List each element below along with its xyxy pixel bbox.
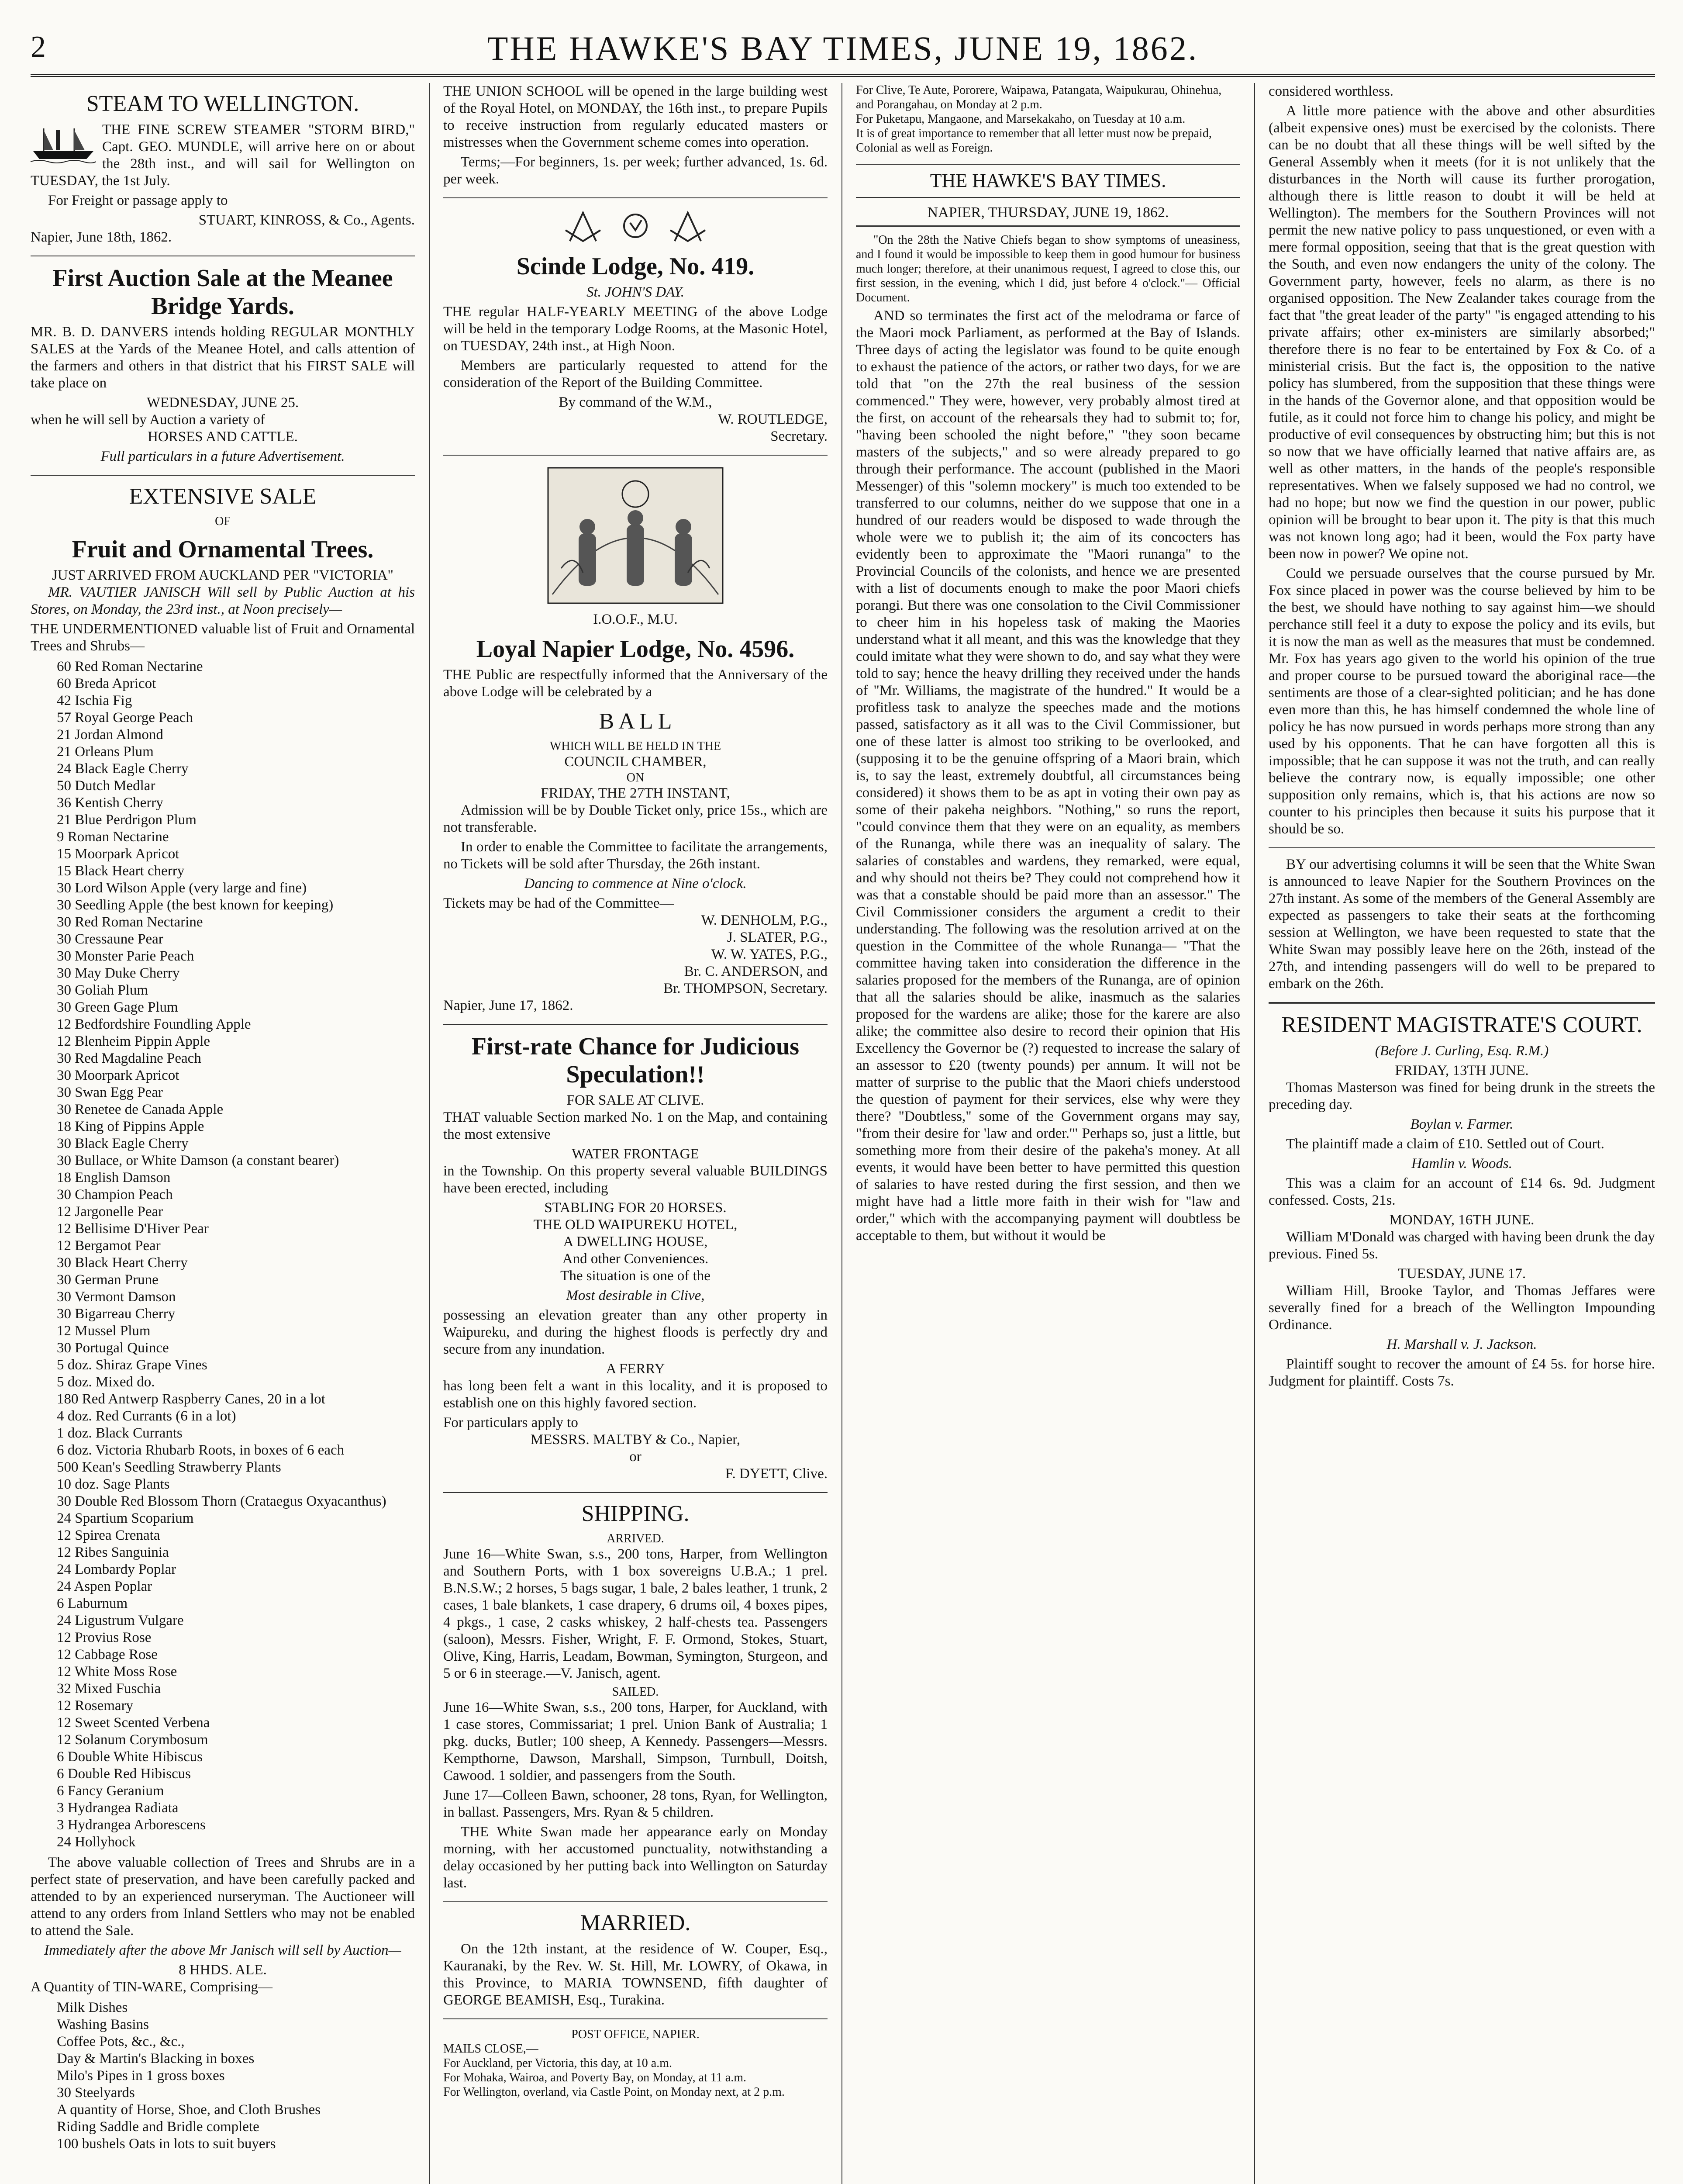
list-item: 12 Provius Rose	[57, 1630, 152, 1645]
trees-tinware: A Quantity of TIN-WARE, Comprising—	[31, 1979, 272, 1995]
shipping-heading: SHIPPING.	[581, 1501, 690, 1526]
list-item: 15 Black Heart cherry	[57, 863, 185, 879]
speculation-sale: FOR SALE AT CLIVE.	[566, 1092, 704, 1108]
list-item: A quantity of Horse, Shoe, and Cloth Brushes	[57, 2102, 321, 2118]
trees-sale-notice	[31, 484, 415, 2153]
list-item: 30 Champion Peach	[57, 1187, 173, 1203]
list-item: 3 Hydrangea Arborescens	[57, 1817, 206, 1833]
speculation-agent2: F. DYETT, Clive.	[725, 1466, 828, 1482]
list-item: 30 Double Red Blossom Thorn (Crataegus Oxyacanthus)	[57, 1493, 386, 1509]
court-case-title: H. Marshall v. J. Jackson.	[1386, 1337, 1537, 1352]
steam-notice	[31, 91, 415, 246]
list-item: 12 Bedfordshire Foundling Apple	[57, 1016, 251, 1032]
court-case: This was a claim for an account of £14 6s. 9d. Judgment confessed. Costs, 21s.	[1269, 1175, 1655, 1208]
speculation-stabling: STABLING FOR 20 HORSES.	[544, 1200, 727, 1216]
editorial-paragraph: Could we persuade ourselves that the course pursued by Mr. Fox since placed in power was the course believed by him to be the best, we should have nothing to say against him—we should perchance still feel it a duty to expose the policy and its evils, but it is now the man as well as the measures that must be condemned. Mr. Fox has years ago given to the world his opinion of the true and proper course to be pursued toward the aboriginal race—the sentiments are those of a clear-sighted politician; and he has done even more than this, he has himself condemned the whole line of policy he has now pursued in words perhaps more strong than any used by his opponents. That he can have forgotten all this is impossible; that he can suppose it was not the truth, and can really believe the contrary now, is equally impossible; one other supposition only remains, which is, that his actions are now so counter to his principles then because it suits his purpose that it should be so.	[1269, 566, 1655, 837]
loyal-heading: Loyal Napier Lodge, No. 4596.	[476, 636, 795, 663]
list-item: 12 Bergamot Pear	[57, 1238, 161, 1254]
list-item: 30 Black Eagle Cherry	[57, 1136, 189, 1151]
list-item: 12 Mussel Plum	[57, 1323, 151, 1339]
list-item: 6 Fancy Geranium	[57, 1783, 164, 1799]
post-office-mails: MAILS CLOSE,—	[443, 2042, 538, 2056]
list-item: 30 Goliah Plum	[57, 982, 148, 998]
list-item: 42 Ischia Fig	[57, 693, 132, 708]
list-item: 500 Kean's Seedling Strawberry Plants	[57, 1459, 281, 1475]
committee-member: W. DENHOLM, P.G.,	[701, 912, 828, 928]
court-case: The plaintiff made a claim of £10. Settled out of Court.	[1286, 1136, 1604, 1152]
post-office-notice	[443, 2027, 828, 2099]
list-item: 6 Double White Hibiscus	[57, 1749, 203, 1765]
trees-auctioneer: MR. VAUTIER JANISCH Will sell by Public Auction at his Stores, on Monday, the 23rd inst., at Noon precisely—	[31, 584, 415, 617]
ioof-label: I.O.O.F., M.U.	[593, 612, 678, 627]
list-item: 100 bushels Oats in lots to suit buyers	[57, 2136, 276, 2152]
list-item: 6 Double Red Hibiscus	[57, 1766, 191, 1782]
loyal-ball: B A L L	[599, 709, 672, 734]
union-school-terms: Terms;—For beginners, 1s. per week; further advanced, 1s. 6d. per week.	[443, 154, 828, 187]
masthead	[31, 26, 1655, 77]
court-report	[1269, 1012, 1655, 1390]
list-item: Washing Basins	[57, 2017, 149, 2032]
court-day: FRIDAY, 13TH JUNE.	[1395, 1063, 1529, 1078]
list-item: 30 Portugal Quince	[57, 1340, 169, 1356]
court-day: TUESDAY, JUNE 17.	[1397, 1266, 1526, 1282]
scinde-by: By command of the W.M.,	[559, 394, 712, 410]
court-case-title: Boylan v. Farmer.	[1410, 1116, 1514, 1132]
divider	[443, 1492, 828, 1493]
list-item: Milk Dishes	[57, 2000, 128, 2015]
shipping-sailed-text2: June 17—Colleen Bawn, schooner, 28 tons, Ryan, for Wellington, in ballast. Passengers, Mrs. Ryan & 5 children.	[443, 1787, 828, 1820]
court-case: Thomas Masterson was fined for being drunk in the streets the preceding day.	[1269, 1080, 1655, 1113]
trees-ale: 8 HHDS. ALE.	[179, 1962, 267, 1978]
list-item: 12 Sweet Scented Verbena	[57, 1715, 210, 1731]
list-item: 180 Red Antwerp Raspberry Canes, 20 in a lot	[57, 1391, 325, 1407]
list-item: 30 German Prune	[57, 1272, 159, 1288]
column-2	[443, 83, 828, 2184]
loyal-tickets: Tickets may be had of the Committee—	[443, 895, 674, 911]
list-item: 18 King of Pippins Apple	[57, 1119, 204, 1134]
list-item: 30 Bigarreau Cherry	[57, 1306, 176, 1322]
shipping-sailed-text: June 16—White Swan, s.s., 200 tons, Harper, for Auckland, with 1 case stores, Commissariat; 1 prel. Union Bank of Australia; 1 pkg. ducks, Butler; 100 sheep, A Kennedy. Passengers—Messrs. Kempthorne, Dawson, Marshall, Simpson, Turnbull, Doitsh, Cawood. 1 soldier, and passengers from the South.	[443, 1700, 828, 1783]
list-item: 12 Jargonelle Pear	[57, 1204, 163, 1220]
list-item: Riding Saddle and Bridle complete	[57, 2119, 259, 2135]
list-item: 5 doz. Mixed do.	[57, 1374, 155, 1390]
editorial-dateline: NAPIER, THURSDAY, JUNE 19, 1862.	[856, 204, 1240, 227]
loyal-order: In order to enable the Committee to facilitate the arrangements, no Tickets will be sold after Thursday, the 26th instant.	[443, 839, 828, 872]
meanee-sale-notice	[31, 264, 415, 465]
list-item: 15 Moorpark Apricot	[57, 846, 179, 862]
mail-line: For Mohaka, Wairoa, and Poverty Bay, on Monday, at 11 a.m.	[443, 2071, 746, 2084]
mail-line: For Clive, Te Aute, Pororere, Waipawa, Patangata, Waipukurau, Ohinehua, and Porangahau, on Monday at 2 p.m.	[856, 83, 1222, 111]
column-divider	[429, 83, 430, 2184]
list-item: 12 Rosemary	[57, 1698, 134, 1714]
editorial-paragraph: BY our advertising columns it will be seen that the White Swan is announced to leave Napier for the Southern Provinces on the 27th instant. As some of the members of the General Assembly are expected as passengers to take their seats at the forthcoming session at Wellington, we have been requested to state that the White Swan may possibly leave here on the 26th, instead of the 27th, and intending passengers will do well to be prepared to embark on the 26th.	[1269, 857, 1655, 992]
list-item: 30 Cressaune Pear	[57, 931, 163, 947]
list-item: 60 Breda Apricot	[57, 676, 156, 691]
scinde-secretary-title: Secretary.	[770, 429, 828, 444]
list-item: 6 Laburnum	[57, 1596, 128, 1611]
list-item: 12 Spirea Crenata	[57, 1527, 160, 1543]
list-item: 9 Roman Nectarine	[57, 829, 169, 845]
scinde-body: THE regular HALF-YEARLY MEETING of the above Lodge will be held in the temporary Lodge Rooms, at the Masonic Hotel, on TUESDAY, 24th inst., at High Noon.	[443, 304, 828, 354]
divider	[443, 197, 828, 198]
meanee-footer: Full particulars in a future Advertisement.	[100, 449, 345, 464]
list-item: 30 May Duke Cherry	[57, 965, 180, 981]
loyal-on: ON	[626, 771, 645, 784]
post-office-heading: POST OFFICE, NAPIER.	[571, 2028, 700, 2041]
speculation-or: or	[629, 1449, 641, 1465]
trees-arrived: JUST ARRIVED FROM AUCKLAND PER "VICTORIA"	[52, 567, 394, 583]
speculation-body: THAT valuable Section marked No. 1 on the Map, and containing the most extensive	[443, 1109, 828, 1142]
loyal-dancing: Dancing to commence at Nine o'clock.	[524, 876, 747, 892]
column-divider	[1254, 83, 1255, 2184]
loyal-date-line: Napier, June 17, 1862.	[443, 998, 573, 1013]
mail-line: For Puketapu, Mangaone, and Marsekakaho, on Tuesday at 10 a.m.	[856, 112, 1186, 126]
column-1	[31, 83, 415, 2184]
speculation-situation: The situation is one of the	[560, 1268, 710, 1284]
speculation-notice	[443, 1033, 828, 1482]
divider	[1269, 1002, 1655, 1004]
meanee-date: WEDNESDAY, JUNE 25.	[146, 395, 299, 411]
speculation-frontage: WATER FRONTAGE	[572, 1146, 699, 1162]
oddfellows-engraving-icon	[544, 463, 727, 608]
meanee-goods: HORSES AND CATTLE.	[148, 429, 298, 445]
list-item: 30 Bullace, or White Damson (a constant bearer)	[57, 1153, 339, 1168]
speculation-heading: First-rate Chance for Judicious Speculation!!	[471, 1033, 800, 1088]
divider	[443, 1901, 828, 1902]
speculation-apply: For particulars apply to	[443, 1415, 578, 1431]
court-before: (Before J. Curling, Esq. R.M.)	[1375, 1043, 1549, 1059]
divider	[31, 475, 415, 476]
court-case: William M'Donald was charged with having been drunk the day previous. Fined 5s.	[1269, 1229, 1655, 1262]
meanee-body: MR. B. D. DANVERS intends holding REGULAR MONTHLY SALES at the Yards of the Meanee Hotel, and calls attention of the farmers and others in that district that his FIRST SALE will take place on	[31, 324, 415, 391]
masonic-emblem-icon	[557, 206, 714, 245]
list-item: 30 Vermont Damson	[57, 1289, 176, 1305]
trees-after: Immediately after the above Mr Janisch will sell by Auction—	[44, 1942, 401, 1958]
trees-intro: THE UNDERMENTIONED valuable list of Fruit and Ornamental Trees and Shrubs—	[31, 621, 415, 654]
list-item: 60 Red Roman Nectarine	[57, 659, 203, 674]
loyal-lodge-notice	[443, 463, 828, 1014]
steamship-icon	[31, 124, 96, 168]
trees-note: The above valuable collection of Trees and Shrubs are in a perfect state of preservation, and have been carefully packed and attended to by an experienced nurseryman. The Auctioneer will attend to any orders from Inland Settlers who may not be enabled to attend the Sale.	[31, 1855, 415, 1939]
steam-heading: STEAM TO WELLINGTON.	[86, 91, 359, 116]
list-item: 24 Lombardy Poplar	[57, 1562, 176, 1577]
list-item: 30 Seedling Apple (the best known for keeping)	[57, 897, 334, 913]
shipping-arrived-label: ARRIVED.	[607, 1532, 664, 1545]
loyal-admission: Admission will be by Double Ticket only, price 15s., which are not transferable.	[443, 802, 828, 835]
list-item: 30 Red Magdaline Peach	[57, 1051, 201, 1066]
column-3	[856, 83, 1240, 2184]
scinde-heading: Scinde Lodge, No. 419.	[516, 253, 755, 280]
court-case: William Hill, Brooke Taylor, and Thomas Jeffares were severally fined for a breach of the Wellington Impounding Ordinance.	[1269, 1283, 1655, 1333]
speculation-conveniences: And other Conveniences.	[562, 1251, 709, 1267]
shipping-arrived-text: June 16—White Swan, s.s., 200 tons, Harper, from Wellington and Southern Ports, with 1 box sovereigns U.B.A.; 1 prel. B.N.S.W.; 2 horses, 5 bags sugar, 1 bale, 2 bales leather, 1 trunk, 2 cases, 1 bale blankets, 1 case drapery, 6 drums oil, 4 boxes pipes, 4 pkgs., 1 case, 2 casks whiskey, 2 half-chests tea. Passengers (saloon), Messrs. Fisher, Wright, F. F. Ormond, Stokes, Stuart, Olive, King, Harris, Leadam, Bowman, Symington, Sturgeon, and 5 or 6 in steerage.—V. Janisch, agent.	[443, 1546, 828, 1681]
speculation-desirable: Most desirable in Clive,	[566, 1288, 705, 1303]
list-item: Day & Martin's Blacking in boxes	[57, 2051, 255, 2067]
loyal-date: FRIDAY, THE 27TH INSTANT,	[541, 785, 730, 801]
post-office-note: It is of great importance to remember that all letter must now be prepaid, Colonial as well as Foreign.	[856, 127, 1212, 155]
column-4	[1269, 83, 1655, 2184]
loyal-body: THE Public are respectfully informed that the Anniversary of the above Lodge will be celebrated by a	[443, 667, 828, 700]
divider	[443, 455, 828, 456]
list-item: 5 doz. Shiraz Grape Vines	[57, 1357, 207, 1373]
list-item: 50 Dutch Medlar	[57, 778, 155, 794]
editorial-heading: THE HAWKE'S BAY TIMES.	[856, 164, 1240, 198]
divider	[443, 2018, 828, 2019]
list-item: 24 Spartium Scoparium	[57, 1510, 194, 1526]
shipping-section	[443, 1501, 828, 1892]
list-item: 4 doz. Red Currants (6 in a lot)	[57, 1408, 236, 1424]
speculation-body4: has long been felt a want in this locality, and it is proposed to establish one on this highly favored section.	[443, 1378, 828, 1411]
mail-line: For Wellington, overland, via Castle Point, on Monday next, at 2 p.m.	[443, 2085, 785, 2099]
scinde-secretary: W. ROUTLEDGE,	[718, 411, 828, 427]
speculation-hotel: THE OLD WAIPUREKU HOTEL,	[533, 1217, 738, 1233]
shipping-note: THE White Swan made her appearance early on Monday morning, with her accustomed punctuality, notwithstanding a delay occasioned by her putting back into Wellington on Saturday last.	[443, 1824, 828, 1891]
meanee-heading: First Auction Sale at the Meanee Bridge Yards.	[52, 265, 393, 320]
trees-heading: EXTENSIVE SALE	[129, 484, 317, 509]
steam-date: Napier, June 18th, 1862.	[31, 229, 172, 245]
list-item: 21 Blue Perdrigon Plum	[57, 812, 197, 828]
married-body: On the 12th instant, at the residence of W. Couper, Esq., Kauranaki, by the Rev. W. St. Hill, Mr. LOWRY, of Okawa, in this Province, to MARIA TOWNSEND, fifth daughter of GEORGE BEAMISH, Esq., Turakina.	[443, 1941, 828, 2008]
meanee-line: when he will sell by Auction a variety of	[31, 412, 266, 428]
court-case-title: Hamlin v. Woods.	[1411, 1156, 1512, 1171]
steam-body: THE FINE SCREW STEAMER "STORM BIRD," Capt. GEO. MUNDLE, will arrive here on or about the 28th inst., and will sail for Wellington on TUESDAY, the 1st July.	[31, 122, 415, 189]
list-item: 12 Bellisime D'Hiver Pear	[57, 1221, 209, 1237]
loyal-place: COUNCIL CHAMBER,	[564, 754, 707, 770]
editorial-paragraph: A little more patience with the above and other absurdities (albeit expensive ones) must be exercised by the colonists. There can be no doubt that all these things will be well sifted by the General Assembly when it meets (for it is not unlikely that the disturbances in the North will cause its further prorogation, although there is little reason to doubt it will be held at Wellington). The members for the Southern Provinces will not permit the new native policy to pass unquestioned, or even with a mere formal opposition, seeing that that is the great question with the South, and even now endangers the unity of the colony. The Government party, however, feels no alarm, as there is no organised opposition. The New Zealander takes courage from the fact that "the great leader of the party" "is engaged attending to his private affairs; other ex-ministers are similarly absorbed;" therefore there is no fear to be entertained by Fox & Co. of a ministerial crisis. But the fact is, the opposition to the native policy has slumbered, from the supposition that these things were in the hands of the Governor alone, and that opposition would be futile, as it could not force him to change his policy, and might be productive of evil consequences by obstructing him; but this is not so now that we have officially learned that native affairs are, as well as other matters, in the hands of the people's responsible representatives. When we falsely supposed we had no control, we had no hope; but now we find the question in our power, public opinion will be brought to bear upon it. The pity is that this much was not known long ago; had it been, would the Fox party have been now in power? We opine not.	[1269, 103, 1655, 562]
list-item: 57 Royal George Peach	[57, 710, 193, 726]
list-item: 24 Ligustrum Vulgare	[57, 1613, 184, 1628]
list-item: 30 Green Gage Plum	[57, 999, 178, 1015]
loyal-held: WHICH WILL BE HELD IN THE	[549, 740, 721, 753]
list-item: 24 Black Eagle Cherry	[57, 761, 189, 777]
trees-of: OF	[215, 515, 231, 528]
court-day: MONDAY, 16TH JUNE.	[1389, 1212, 1535, 1228]
editorial-paragraph: AND so terminates the first act of the melodrama or farce of the Maori mock Parliament, as performed at the Bay of Islands. Three days of acting the legislator was found to be quite enough to exhaust the patience of the actors, or rather two days, for we are told that "on the 27th the real business of the session commenced." They were, however, very probably almost tired at the first, on account of the rehearsals they had to submit to; for, "having been schooled the night before," "they soon became masters of the subjects," and so were already prepared to go through their performance. The account (published in the Maori Messenger) of this "solemn mockery" is much too extended to be transferred to our columns, neither do we suppose that one in a hundred of our readers would be disposed to wade through the whole were we to publish it; the aim of its concocters has evidently been to approximate the "Maori runanga" to the Provincial Councils of the colonists, and hence we are presented with a list of documents enough to make the poor Maori chiefs porangi. But there was one consolation to the Civil Commissioner to cheer him in his hopeless task of making the Maories understand what it all meant, and this was the knowledge that they could imitate what they were shown to do, and say what they were told to say; hence the heavy drilling they received under the hands of "Mr. Williams, the magistrate of the hundred." It would be a profitless task to analyze the speeches made and the motions passed, satisfactory as it all was to the Civil Commissioner, but one of these latter is almost too striking to be overlooked, and (supposing it to be the genuine offspring of a Maori brain, which is, to say the least, extremely doubtful, all circumstances being considered) it shows them to be as apt in voting their own pay as some of their pakeha neighbors. "Nothing," so runs the report, "could convince them that they were on an equality, as members of the Runanga, while there was an inequality of salary. The salaries of constables and wardens, they remarked, were equal, and why should not theirs be? They could not comprehend how it was that a constable should be paid more than an assessor." The Civil Commissioner considers the argument a credit to their understanding. The following was the resolution arrived at on the question in the Committee of the whole Runanga— "That the committee having taken into consideration the difference in the salaries proposed for the members of the Runanga, are of opinion that all the salaries should be alike, inasmuch as the salaries proposed for the wardens are alike; those for the karere are also alike; the committee also desire to record their opinion that His Excellency the Governor be (?) requested to increase the salary of an assessor to £20 (twenty pounds) per annum. It will not be matter of surprise to the public that the Maori chiefs understood the question of payment for their services, else why were they there? "Doubtless," some of the Government organs may say, "from their desire for 'law and order.'" Perhaps so, just a little, but something more from their desire of the pakeha's money. At all events, it would have been better to have permitted this question of salaries to have rested during the first session, and then we might have had a little more faith in their wish for "law and order," which with the accompanying payment will doubtless be acceptable to them, but without it would be	[856, 308, 1240, 1244]
list-item: 12 Ribes Sanguinia	[57, 1545, 169, 1560]
speculation-house: A DWELLING HOUSE,	[563, 1234, 708, 1250]
list-item: 32 Mixed Fuschia	[57, 1681, 161, 1697]
list-item: 21 Jordan Almond	[57, 727, 163, 743]
list-item: 30 Lord Wilson Apple (very large and fine)	[57, 880, 307, 896]
list-item: 30 Steelyards	[57, 2085, 135, 2101]
list-item: 24 Hollyhock	[57, 1834, 136, 1850]
trees-list	[57, 658, 415, 1851]
list-item: 12 Cabbage Rose	[57, 1647, 158, 1662]
list-item: 36 Kentish Cherry	[57, 795, 163, 811]
speculation-ferry: A FERRY	[606, 1361, 665, 1377]
list-item: 30 Renetee de Canada Apple	[57, 1102, 224, 1117]
list-item: 24 Aspen Poplar	[57, 1579, 152, 1594]
post-office-continued	[856, 83, 1240, 155]
speculation-body3: possessing an elevation greater than any other property in Waipureku, and during the highest floods is perfectly dry and secure from any inundation.	[443, 1307, 828, 1357]
list-item: 12 Blenheim Pippin Apple	[57, 1033, 210, 1049]
list-item: Milo's Pipes in 1 gross boxes	[57, 2068, 225, 2084]
scinde-lodge-notice	[443, 206, 828, 445]
list-item: 1 doz. Black Currants	[57, 1425, 183, 1441]
list-item: 18 English Damson	[57, 1170, 171, 1185]
list-item: 21 Orleans Plum	[57, 744, 154, 760]
steam-agent: STUART, KINROSS, & Co., Agents.	[198, 212, 415, 228]
trees-subheading: Fruit and Ornamental Trees.	[72, 536, 374, 563]
married-heading: MARRIED.	[580, 1911, 691, 1935]
list-item: 3 Hydrangea Radiata	[57, 1800, 179, 1816]
court-case: Plaintiff sought to recover the amount of £4 5s. for horse hire. Judgment for plaintiff. Costs 7s.	[1269, 1356, 1655, 1389]
steam-freight: For Freight or passage apply to	[48, 193, 228, 208]
committee-member: Br. THOMPSON, Secretary.	[663, 981, 828, 996]
speculation-body2: in the Township. On this property several valuable BUILDINGS have been erected, including	[443, 1163, 828, 1196]
union-school-notice	[443, 83, 828, 188]
divider	[443, 1024, 828, 1025]
union-school-body: THE UNION SCHOOL will be opened in the large building west of the Royal Hotel, on MONDAY, the 16th inst., to prepare Pupils to receive instruction from regularly educated masters or mistresses when the Government scheme comes into operation.	[443, 83, 828, 150]
committee-member: J. SLATER, P.G.,	[727, 930, 828, 945]
list-item: 30 Moorpark Apricot	[57, 1068, 179, 1083]
list-item: 10 doz. Sage Plants	[57, 1476, 170, 1492]
list-item: Coffee Pots, &c., &c.,	[57, 2034, 185, 2049]
scinde-subheading: St. JOHN'S DAY.	[586, 284, 685, 300]
list-item: 6 doz. Victoria Rhubarb Roots, in boxes of 6 each	[57, 1442, 345, 1458]
divider	[1269, 847, 1655, 848]
married-notice	[443, 1910, 828, 2009]
page-number: 2	[31, 30, 46, 64]
scinde-body2: Members are particularly requested to attend for the consideration of the Report of the Building Committee.	[443, 358, 828, 390]
list-item: 12 Solanum Corymbosum	[57, 1732, 208, 1748]
shipping-sailed-label: SAILED.	[612, 1685, 659, 1699]
mail-line: For Auckland, per Victoria, this day, at 10 a.m.	[443, 2056, 672, 2070]
editorial-paragraph: considered worthless.	[1269, 83, 1393, 99]
list-item: 30 Swan Egg Pear	[57, 1085, 163, 1100]
list-item: 30 Monster Parie Peach	[57, 948, 194, 964]
court-heading: RESIDENT MAGISTRATE'S COURT.	[1281, 1013, 1642, 1037]
list-item: 30 Red Roman Nectarine	[57, 914, 203, 930]
committee-member: Br. C. ANDERSON, and	[684, 964, 828, 979]
list-item: 12 White Moss Rose	[57, 1664, 177, 1679]
list-item: 30 Black Heart Cherry	[57, 1255, 188, 1271]
speculation-agents: MESSRS. MALTBY & Co., Napier,	[530, 1432, 741, 1448]
committee-member: W. W. YATES, P.G.,	[711, 947, 828, 962]
editorial-quote: "On the 28th the Native Chiefs began to show symptoms of uneasiness, and I found it would be impossible to keep them in good humour for business much longer; therefore, at their unanimous request, I agreed to close this, our first session, in the evening, which I did, just before 4 o'clock."— Official Document.	[856, 233, 1240, 304]
tinware-list	[57, 1999, 415, 2153]
newspaper-title: THE HAWKE'S BAY TIMES, JUNE 19, 1862.	[487, 29, 1199, 67]
